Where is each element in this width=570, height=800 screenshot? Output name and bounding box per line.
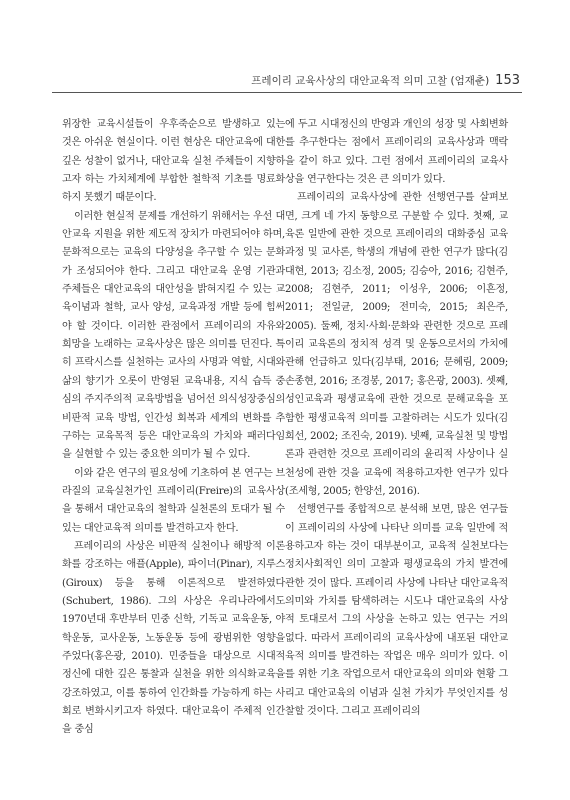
right-column — [285, 116, 508, 721]
paragraph: 선행연구를 종합적으로 분석해 보면, 많은 연구들이 프레이리의 사상에 나타난 의미를 교육 일반에 적용하고자 하는 것이 대부분이고, 교육적 실천보다는 정치사회적인 의미 고찰과 평생교육의 가치 발견에 관한 것이 많다. 프레이리 사상에 나타난 대안교육적 의미와 가치를 탐색하려는 시도나 대안교육의 사상적 토대로서 그의 사상을 논하고 있는 연구는 거의 없다. 따라서 프레이리의 교육사상에 내포된 대안교육적 의미를 발견하는 작업은 매우 의미가 있다. 이를 위한 기초 작업으로서 대안교육의 의미와 현황 그리고 대안교육의 이념과 실천 가치가 무엇인지를 성찰할 것이다. 그리고 프레이리의 — [285, 504, 508, 717]
paragraph: 이러한 현실적 문제를 개선하기 위해서는 우선 대안교육 지원을 위한 제도적 장치가 마련되어야 하며, 문화적으로는 교육의 다양성을 추구할 수 있는 문화가 조성되어야 한다. 그리고 대안교육 운영 기관과 주체들은 대안교육의 대안성을 밝혀지킬 수 있는 교육이념과 철학, 교사 양성, 교육과정 개발 등에 힘써야 할 것이다. 이러한 관점에서 프레이리의 자유와 희망을 노래하는 교육사상은 많은 의미를 던진다. 특히 프락시스를 실천하는 교사의 사명과 역할, 시대와 삶의 향기가 오롯이 반영된 교육내용, 지식 습득 중심의 주지주의적 교육방법을 넘어선 의식성장중심의 비판적 교육 방법, 인간성 회복과 세계의 변화를 추구하는 교육목적 등은 대안교육의 가치와 패러다임을 실현할 수 있는 중요한 의미가 될 수 있다. — [62, 210, 285, 461]
paragraph: 프레이리의 교육사상에 관한 선행연구를 살펴보면, 크게 네 가지 동향으로 구분할 수 있다. 첫째, 교육론 일반에 관한 것으로 프레이리의 대화중심 교육과정 및 교사론, 학생의 개념에 관한 연구가 많다(김대현, 2013; 김소정, 2005; 김승아, 2016; 김현주, 2008; 김현주, 2011; 이성우, 2006; 이흔정, 2011; 전일균, 2009; 전미숙, 2015; 최은주, 2005). 둘째, 정치·사회·문화와 관련한 것으로 프레이리 교육론의 정치적 성격 및 운동으로서의 가치에 관해 언급하고 있다(김부태, 2016; 문혜림, 2009; 손종현, 2016; 조경봉, 2017; 홍은광, 2003). 셋째, 성인교육과 평생교육에 관한 것으로 문해교육을 포함한 평생교육적 의미를 고찰하려는 시도가 있다(김희선, 2002; 조진숙, 2019). 넷째, 교육실천 및 방법론과 관련한 것으로 프레이리의 윤리적 사상이나 실천성에 관한 것을 교육에 적용하고자한 연구가 있다(조세형, 2005; 한양선, 2016). — [285, 192, 508, 497]
running-header — [110, 73, 520, 88]
left-column — [62, 116, 285, 740]
running-title: 프레이리 교육사상의 대안교육적 의미 고찰 (엄재춘) — [251, 75, 490, 87]
header-rule — [52, 92, 522, 93]
page-number: 153 — [495, 73, 520, 88]
paragraph: 에 두고 시대정신의 반영과 개인의 성장 및 사회변화를 추구한다는 점에서 프레이리의 교육사상과 맥락을 같이 하고 있다. 그런 점에서 프레이리의 교육사상을 연구한다는 것은 큰 의미가 있다. — [285, 119, 508, 186]
paragraph: 이와 같은 연구의 필요성에 기초하여 본 연구는 브라질의 교육실천가인 프레이리(Freire)의 교육사상을 통해서 대안교육의 철학과 실천론의 토대가 될 수 있는 대안교육적 의미를 발견하고자 한다. — [62, 467, 285, 534]
paragraph: 위장한 교육시설들이 우후죽순으로 발생하고 있는 것은 아쉬운 현실이다. 이런 현상은 대안교육에 대한 깊은 성찰이 없거나, 대안교육 실천 주체들이 지향하고자 하는 가치체계에 부합한 철학적 기초를 명료화하지 못했기 때문이다. — [62, 119, 285, 204]
paragraph: 프레이리의 사상은 비판적 실천이나 해방적 이론화를 강조하는 애플(Apple), 파이너(Pinar), 지루스(Giroux) 등을 통해 이론적으로 발전하였다(Schubert, 1986). 그의 사상은 우리나라에서도 1970년대 후반부터 민중 신학, 기독교 교육운동, 야학운동, 교사운동, 노동운동 등에 광범위한 영향을 주었다(홍은광, 2010). 민중들을 대상으로 시대적 정신에 대한 깊은 통찰과 실천을 위한 의식화교육을 강조하였고, 이를 통하여 인간화를 가능하게 하는 사회로 변화시키고자 하였다. 대안교육이 주체적 인간을 중심 — [62, 540, 285, 736]
